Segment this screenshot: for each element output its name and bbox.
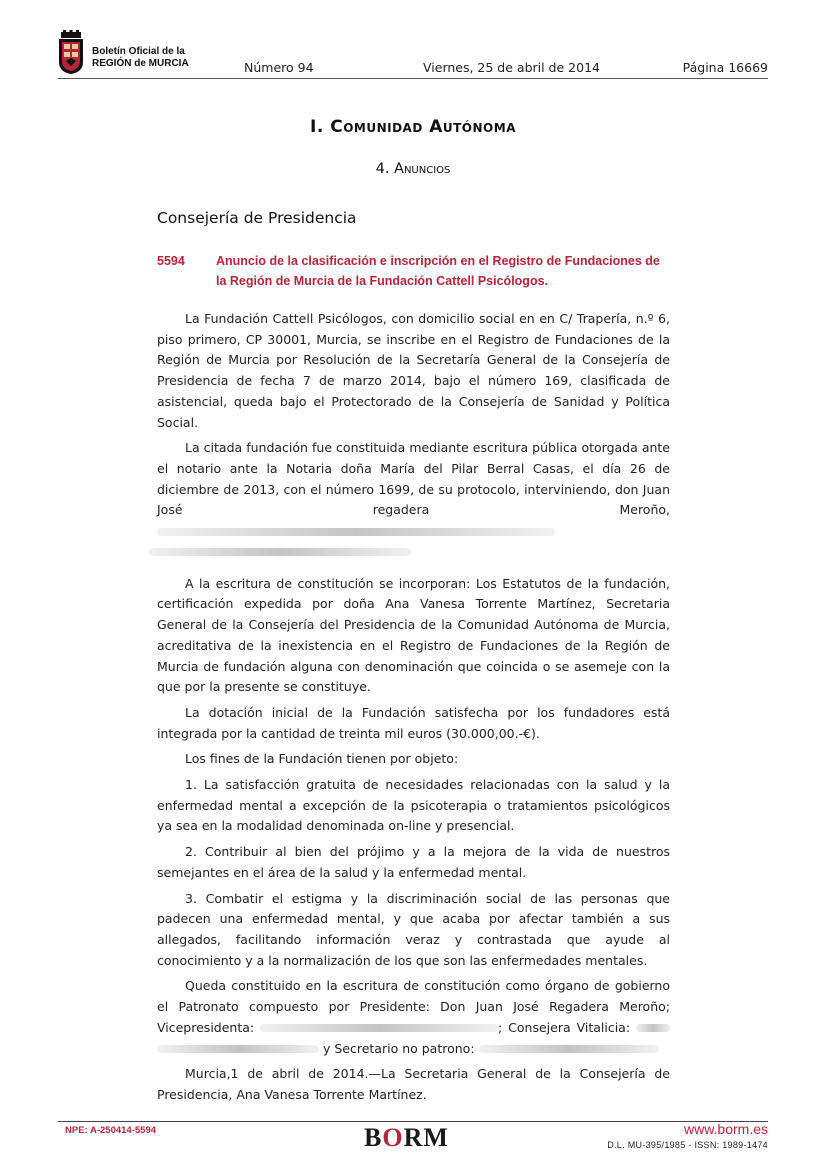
notice-number: 5594 — [157, 254, 185, 268]
publication-name-line2: REGIÓN de MURCIA — [92, 58, 189, 69]
body-paragraph: A la escritura de constitución se incorporan: Los Estatutos de la fundación, certificación expedida por doña Ana Vanesa Torrente Martínez, Secretaria General de la Consejería del Presidencia de la Comunidad Autónoma de Murcia, acreditativa de la inexistencia en el Registro de Fundaciones de la Región de Murcia de fundación alguna con denominación que coincida o se asemeje con la que por la presente se constituye. — [157, 575, 670, 695]
borm-logo-o: O — [382, 1123, 404, 1152]
subsection-title: 4. Anuncios — [375, 161, 451, 177]
npe-code: NPE: A-250414-5594 — [65, 1125, 157, 1136]
issue-date: Viernes, 25 de abril de 2014 — [423, 60, 600, 75]
redacted-text — [157, 1045, 319, 1053]
header-divider — [58, 78, 768, 79]
redacted-text — [149, 548, 411, 556]
borm-logo-b: B — [364, 1123, 383, 1152]
body-paragraph: 3. Combatir el estigma y la discriminación social de las personas que padecen una enfermedad mental, y que acaba por afectar también a sus allegados, facilitando información veraz y contrastada que ayude al conocimiento y a la normalización de los que son las enfermedades mentales. — [157, 890, 670, 968]
paragraph-gap — [157, 562, 670, 574]
publication-name — [92, 46, 189, 70]
section-title: I. Comunidad Autónoma — [310, 117, 516, 137]
body-paragraph: Murcia,1 de abril de 2014.—La Secretaria General de la Consejería de Presidencia, Ana Vanesa Torrente Martínez. — [157, 1066, 670, 1102]
redacted-text — [636, 1024, 670, 1032]
footer-divider — [58, 1121, 768, 1122]
notice-body — [157, 309, 670, 1111]
body-paragraph-text: Queda constituido en la escritura de constitución como órgano de gobierno el Patronato compuesto por Presidente: Don Juan José Regadera Meroño; Vicepresidenta: — [157, 978, 670, 1035]
department-name: Consejería de Presidencia — [157, 209, 357, 227]
redacted-text — [479, 1045, 659, 1053]
borm-logo — [364, 1123, 449, 1153]
body-paragraph-text: La citada fundación fue constituida mediante escritura pública otorgada ante el notario ante la Notaria doña María del Pilar Berral Casas, el día 26 de diciembre de 2013, con el número 1699, de su protocolo, interviniendo, don Juan José regadera Meroño, — [157, 440, 670, 518]
body-paragraph: Los fines de la Fundación tienen por objeto: — [185, 751, 459, 767]
redacted-text — [157, 528, 555, 536]
redacted-line — [149, 542, 670, 562]
body-paragraph: La Fundación Cattell Psicólogos, con domicilio social en en C/ Trapería, n.º 6, piso primero, CP 30001, Murcia, se inscribe en el Registro de Fundaciones de la Región de Murcia por Resolución de la Secretaría General de la Consejería de Presidencia de fecha 7 de marzo 2014, bajo el número 169, clasificada de asistencial, queda bajo el Protectorado de la Consejería de Sanidad y Política Social. — [157, 311, 670, 430]
region-coat-of-arms-logo — [58, 30, 84, 74]
body-paragraph-text: ; Consejera Vitalicia: — [498, 1019, 631, 1035]
body-paragraph: 1. La satisfacción gratuita de necesidades relacionadas con la salud y la enfermedad mental a excepción de la psicoterapia o tratamientos psicológicos ya sea en la modalidad denominada on-line y presencial. — [157, 777, 670, 834]
legal-deposit: D.L. MU-395/1985 - ISSN: 1989-1474 — [607, 1140, 768, 1150]
body-paragraph-text: y Secretario no patrono: — [322, 1040, 475, 1056]
notice-heading — [157, 251, 670, 291]
body-paragraph: La dotación inicial de la Fundación satisfecha por los fundadores está integrada por la cantidad de treinta mil euros (30.000,00.-€). — [157, 704, 670, 741]
body-paragraph — [157, 976, 670, 1059]
issue-number: Número 94 — [244, 60, 314, 75]
website-link[interactable]: www.borm.es — [683, 1121, 768, 1137]
notice-title: Anuncio de la clasificación e inscripción en el Registro de Fundaciones de la Región de Murcia de la Fundación Cattell Psicólogos. — [216, 254, 660, 288]
borm-logo-rm: RM — [403, 1123, 449, 1152]
body-paragraph — [157, 438, 670, 542]
page-number: Página 16669 — [682, 60, 768, 75]
publication-name-line1: Boletín Oficial de la — [92, 46, 185, 57]
body-paragraph: 2. Contribuir al bien del prójimo y a la mejora de la vida de nuestros semejantes en el área de la salud y la enfermedad mental. — [157, 844, 670, 880]
redacted-text — [260, 1024, 498, 1032]
